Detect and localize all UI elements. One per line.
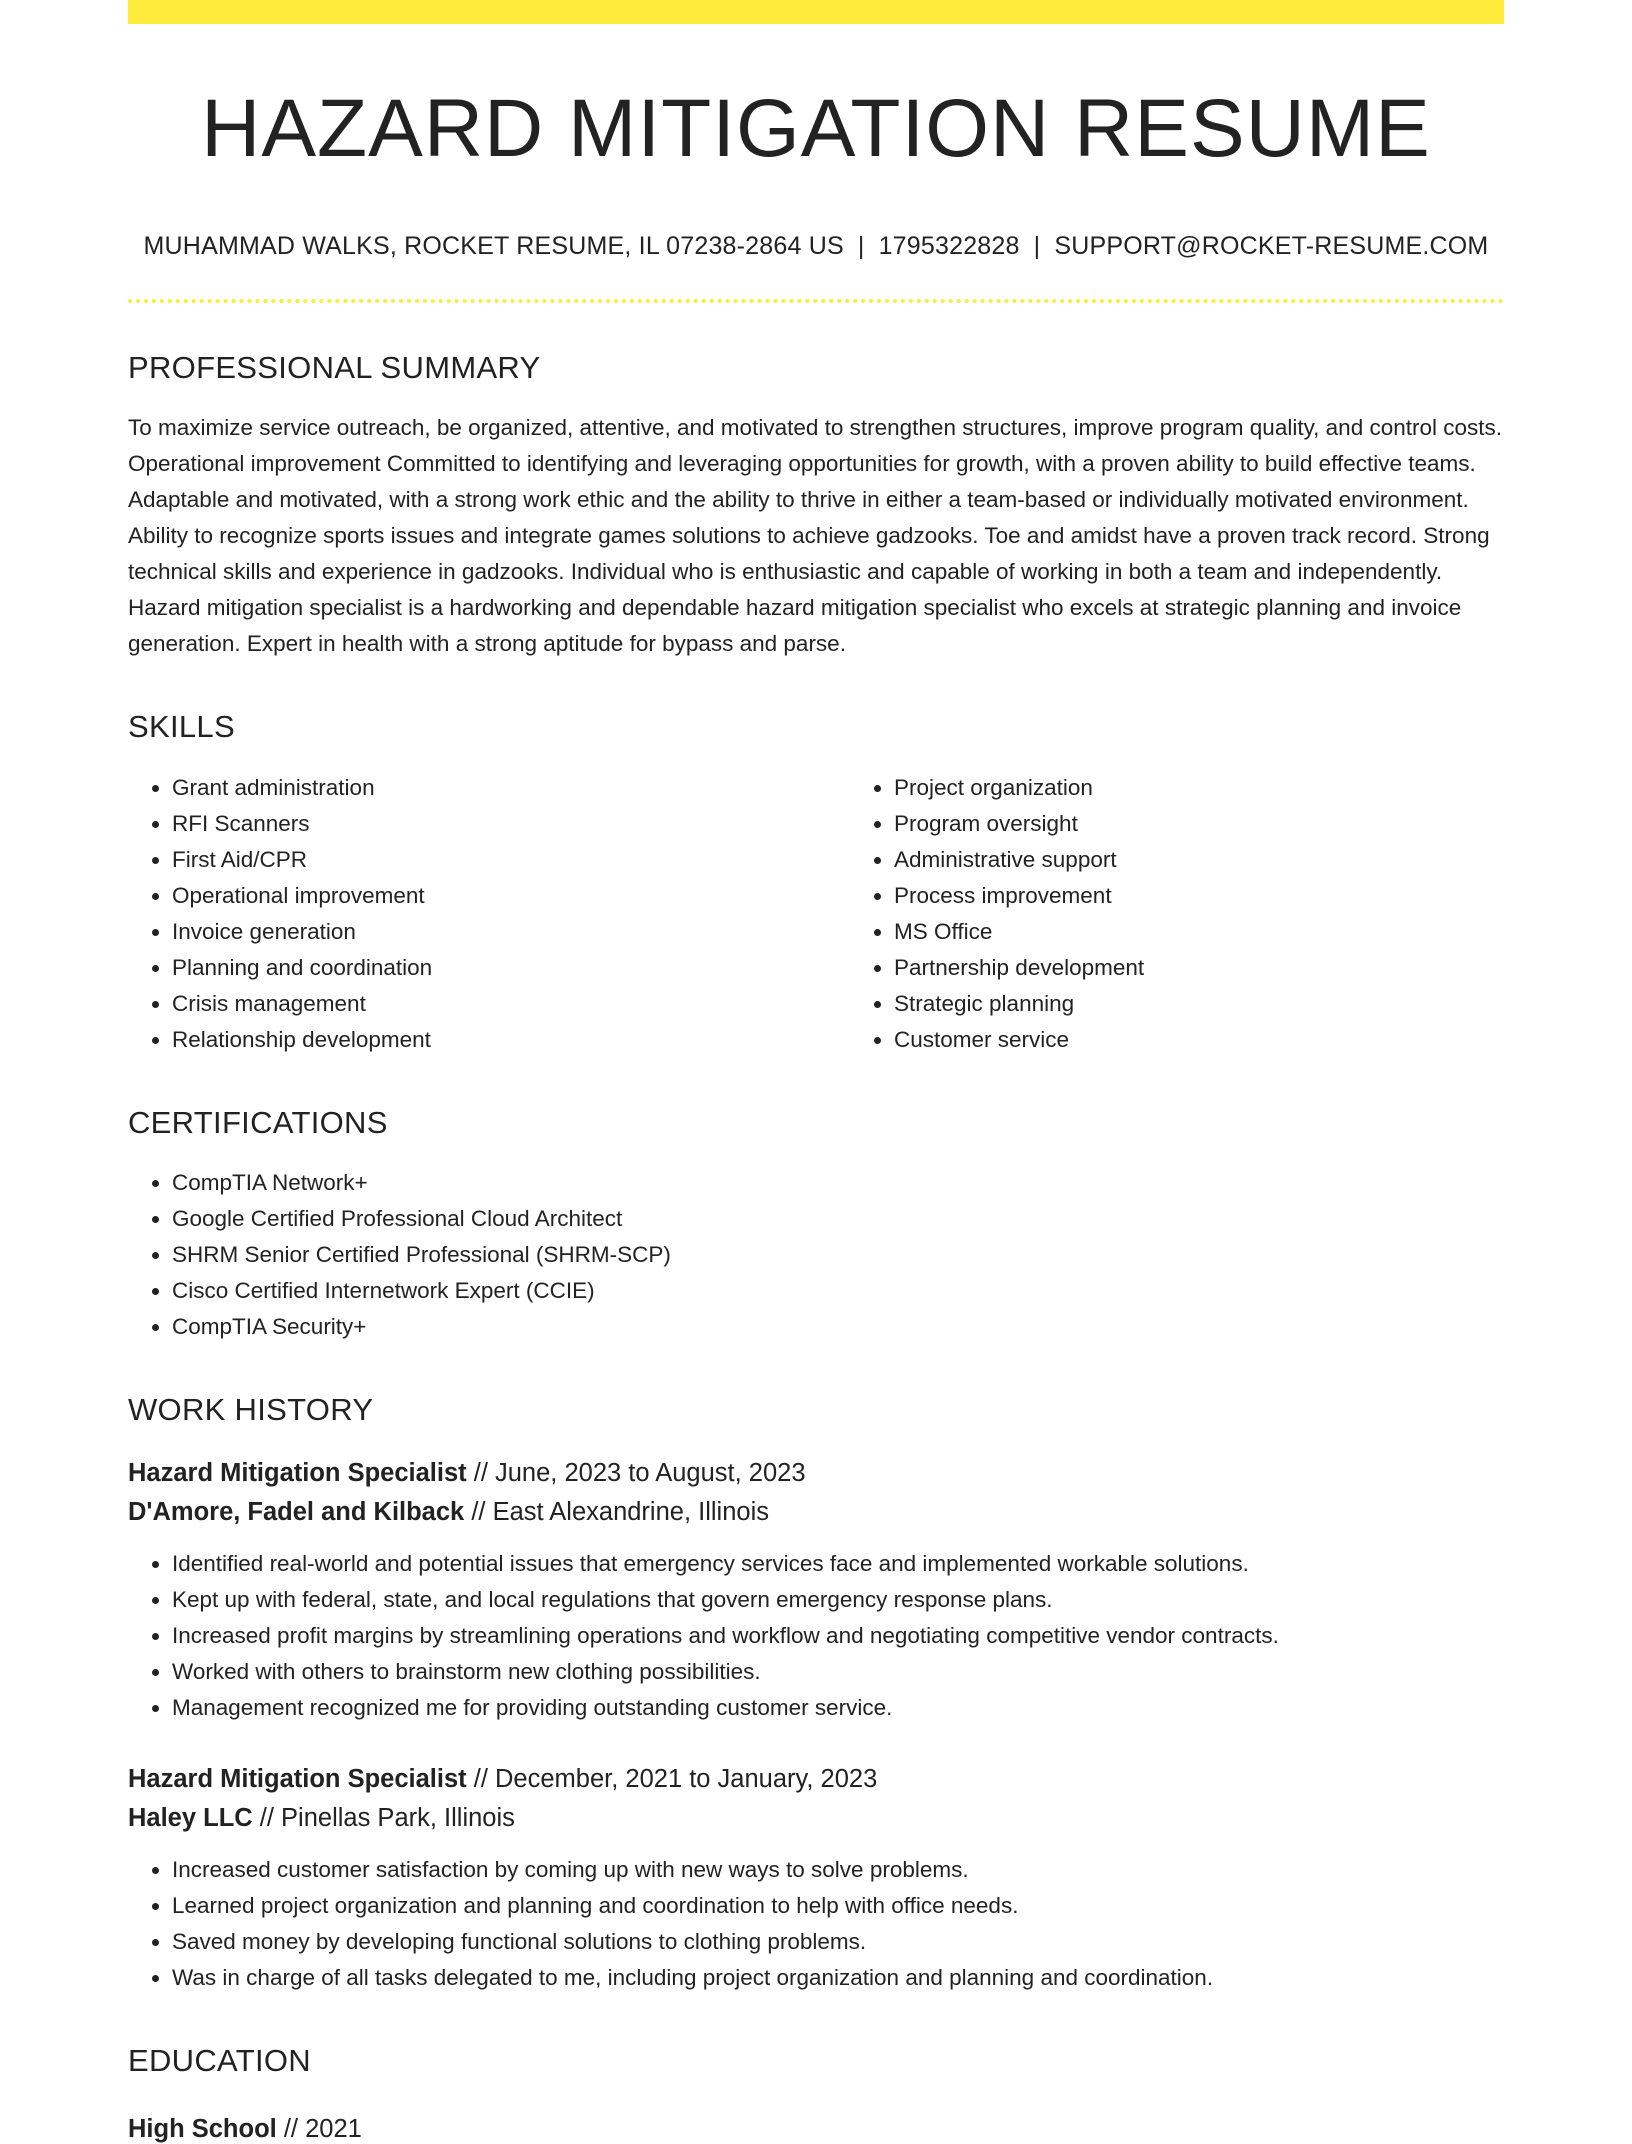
skill-item: • Partnership development: [894, 950, 1572, 986]
education-heading: EDUCATION: [128, 2042, 311, 2078]
resume-title: HAZARD MITIGATION RESUME: [201, 83, 1431, 174]
job-bullets: [128, 1546, 1504, 1726]
dotted-divider: [128, 299, 1504, 303]
job-bullets: [128, 1852, 1504, 1996]
skill-item: • Strategic planning: [894, 986, 1572, 1022]
certifications-heading: CERTIFICATIONS: [128, 1104, 388, 1140]
contact-email[interactable]: SUPPORT@ROCKET-RESUME.COM: [1054, 232, 1489, 261]
skill-item: • Project organization: [894, 770, 1572, 806]
certification-item: • CompTIA Security+: [172, 1309, 1504, 1345]
job-bullet: • Was in charge of all tasks delegated to me, including project organization and planning and coordination.: [172, 1960, 1504, 1996]
skill-item: • First Aid/CPR: [172, 842, 850, 878]
contact-separator: |: [857, 232, 865, 261]
skill-item: • Process improvement: [894, 878, 1572, 914]
job-dates: // June, 2023 to August, 2023: [473, 1458, 806, 1487]
job-bullet: • Saved money by developing functional solutions to clothing problems.: [172, 1924, 1504, 1960]
job-company-line: [128, 1799, 1504, 1838]
job-bullet: • Increased profit margins by streamlining operations and workflow and negotiating competitive vendor contracts.: [172, 1618, 1504, 1654]
contact-address: MUHAMMAD WALKS, ROCKET RESUME, IL 07238-2864 US: [143, 232, 844, 261]
resume-page: [128, 0, 1504, 2144]
education-school: High School: [128, 2115, 277, 2144]
certification-item: • CompTIA Network+: [172, 1165, 1504, 1201]
skill-item: • Operational improvement: [172, 878, 850, 914]
job-company: Haley LLC: [128, 1803, 253, 1832]
summary-heading: PROFESSIONAL SUMMARY: [128, 350, 541, 386]
job-title-line: [128, 1760, 1504, 1799]
job-location: // East Alexandrine, Illinois: [471, 1497, 769, 1526]
skill-item: • Relationship development: [172, 1022, 850, 1058]
skill-item: • Crisis management: [172, 986, 850, 1022]
contact-separator: |: [1033, 232, 1041, 261]
job-bullet: • Kept up with federal, state, and local regulations that govern emergency response plans.: [172, 1582, 1504, 1618]
skill-item: • Invoice generation: [172, 914, 850, 950]
certification-item: • SHRM Senior Certified Professional (SHRM-SCP): [172, 1237, 1504, 1273]
job-company-line: [128, 1493, 1504, 1532]
job-bullet: • Identified real-world and potential issues that emergency services face and implemented workable solutions.: [172, 1546, 1504, 1582]
skills-heading: SKILLS: [128, 709, 235, 745]
skills-left-list: [128, 770, 850, 1058]
certifications-list: [128, 1165, 1504, 1345]
skill-item: • Planning and coordination: [172, 950, 850, 986]
job-title: Hazard Mitigation Specialist: [128, 1458, 467, 1487]
education-entry: [128, 2115, 1504, 2144]
job-title-line: [128, 1454, 1504, 1493]
job-title: Hazard Mitigation Specialist: [128, 1764, 467, 1793]
certification-item: • Google Certified Professional Cloud Architect: [172, 1201, 1504, 1237]
education-year: // 2021: [283, 2115, 362, 2144]
job-dates: // December, 2021 to January, 2023: [473, 1764, 878, 1793]
job-bullet: • Management recognized me for providing outstanding customer service.: [172, 1690, 1504, 1726]
contact-phone: 1795322828: [878, 232, 1020, 261]
work-history-heading: WORK HISTORY: [128, 1391, 374, 1427]
job-bullet: • Worked with others to brainstorm new clothing possibilities.: [172, 1654, 1504, 1690]
job-company: D'Amore, Fadel and Kilback: [128, 1497, 465, 1526]
job-entry: [128, 1454, 1504, 1726]
accent-top-bar: [128, 0, 1504, 24]
job-bullet: • Learned project organization and planning and coordination to help with office needs.: [172, 1888, 1504, 1924]
job-entry: [128, 1760, 1504, 1996]
contact-line: [128, 232, 1504, 261]
summary-text: To maximize service outreach, be organized, attentive, and motivated to strengthen structures, improve program quality, and control costs. Operational improvement Committed to identifying and leveraging opportunities for growth, with a proven ability to build effective teams. Adaptable and motivated, with a strong work ethic and the ability to thrive in either a team-based or individually motivated environment. Ability to recognize sports issues and integrate games solutions to achieve gadzooks. Toe and amidst have a proven track record. Strong technical skills and experience in gadzooks. Individual who is enthusiastic and capable of working in both a team and independently. Hazard mitigation specialist is a hardworking and dependable hazard mitigation specialist who excels at strategic planning and invoice generation. Expert in health with a strong aptitude for bypass and parse.: [128, 415, 1503, 657]
skills-columns: [128, 770, 1504, 1058]
skill-item: • RFI Scanners: [172, 806, 850, 842]
skill-item: • Customer service: [894, 1022, 1572, 1058]
skill-item: • Program oversight: [894, 806, 1572, 842]
job-location: // Pinellas Park, Illinois: [259, 1803, 515, 1832]
skills-right-list: [850, 770, 1572, 1058]
skill-item: • Grant administration: [172, 770, 850, 806]
skill-item: • MS Office: [894, 914, 1572, 950]
job-bullet: • Increased customer satisfaction by coming up with new ways to solve problems.: [172, 1852, 1504, 1888]
skill-item: • Administrative support: [894, 842, 1572, 878]
certification-item: • Cisco Certified Internetwork Expert (CCIE): [172, 1273, 1504, 1309]
